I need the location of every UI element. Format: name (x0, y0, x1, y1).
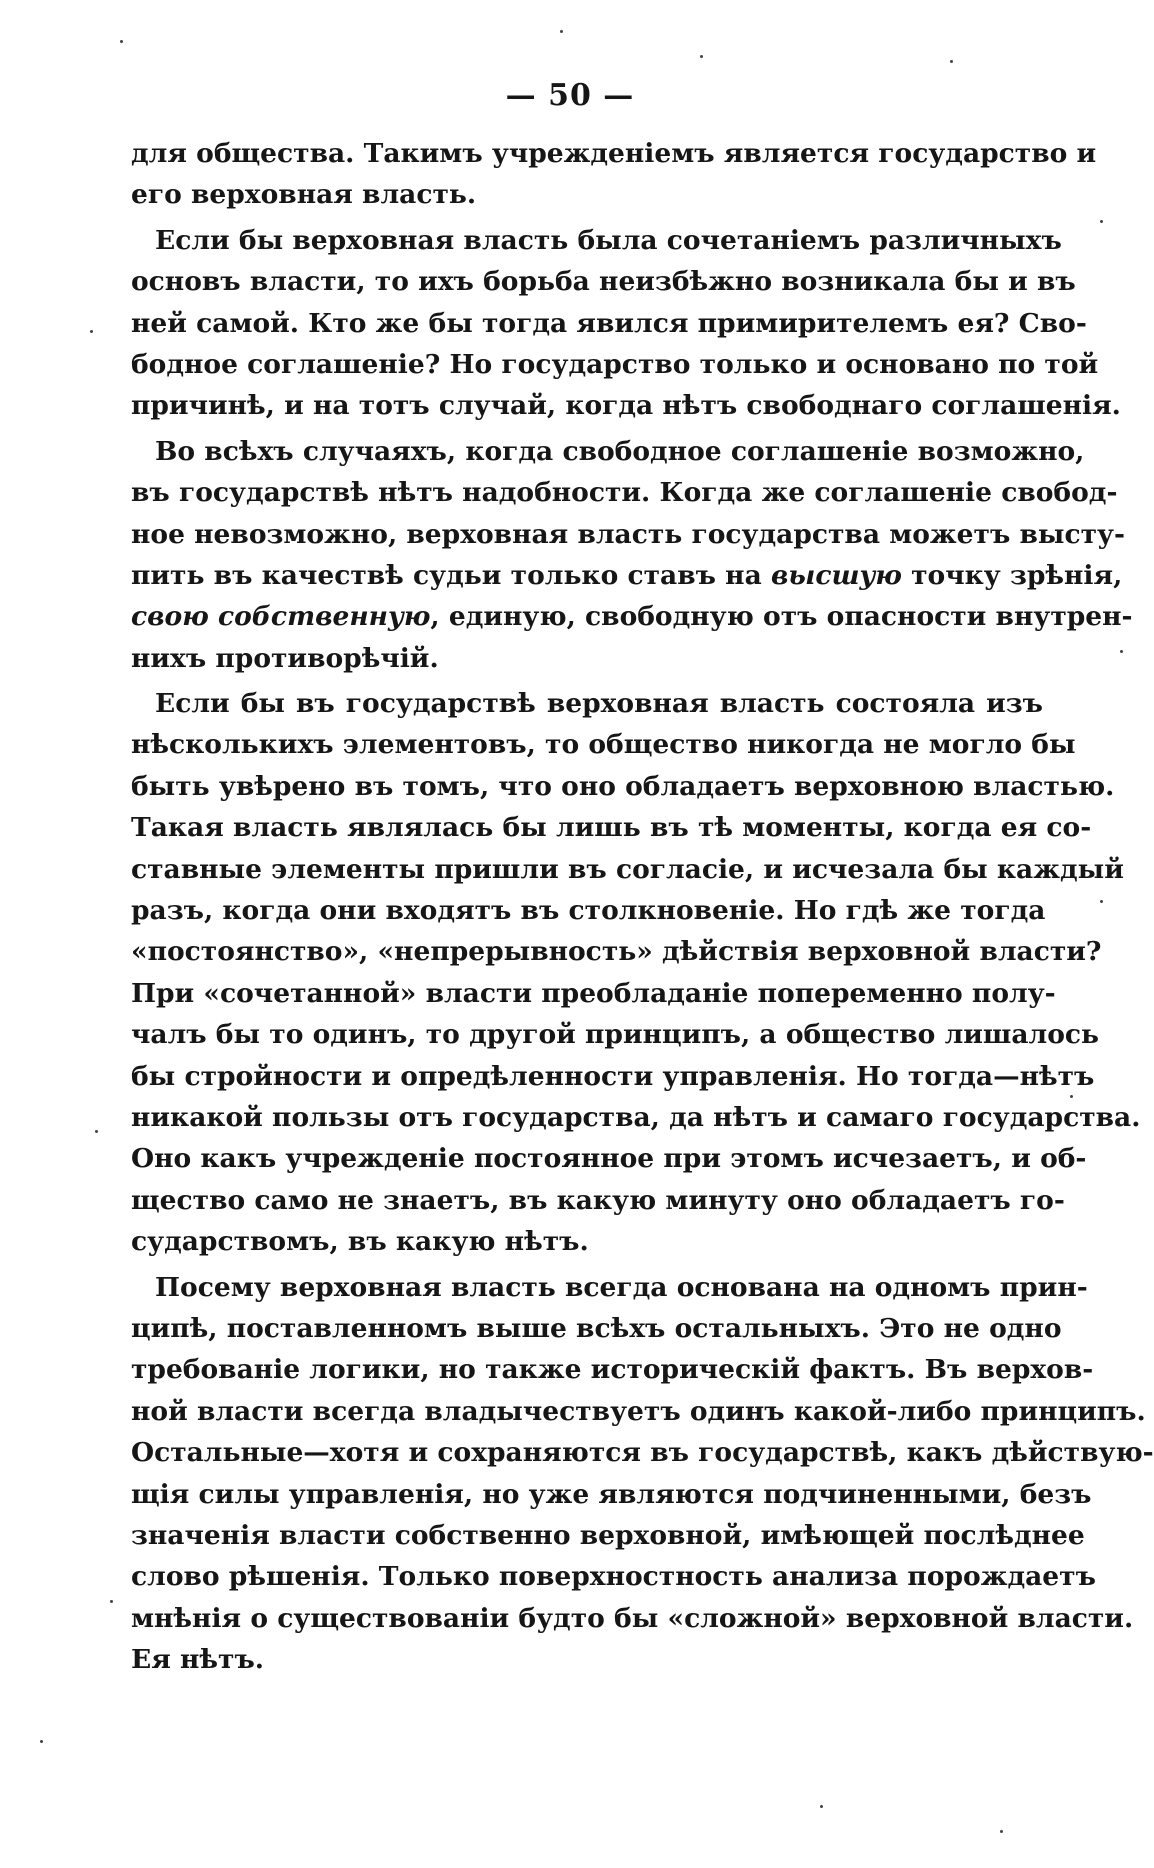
text-line: бодное соглашеніе? Но государство только и основано по той (131, 348, 1099, 380)
text-line: Во всѣхъ случаяхъ, когда свободное соглашеніе возможно, (155, 435, 1085, 467)
text-line: причинѣ, и на тотъ случай, когда нѣтъ свободнаго соглашенія. (131, 390, 1121, 422)
text-line: Остальные—хотя и сохраняются въ государствѣ, какъ дѣйствую- (131, 1437, 1154, 1469)
scan-speck (110, 1600, 113, 1603)
text-line: Оно какъ учрежденіе постоянное при этомъ исчезаетъ, и об- (131, 1143, 1087, 1175)
text-line: значенія власти собственно верховной, имѣющей послѣднее (131, 1519, 1085, 1551)
text-line: никакой пользы отъ государства, да нѣтъ и самаго государства. (131, 1101, 1141, 1133)
scan-speck (120, 40, 123, 43)
scan-speck (40, 1740, 43, 1743)
text-line: ставные элементы пришли въ согласіе, и исчезала бы каждый (131, 853, 1124, 885)
text-line: основъ власти, то ихъ борьба неизбѣжно возникала бы и въ (131, 266, 1076, 298)
text-line: требованіе логики, но также историческій фактъ. Въ верхов- (131, 1354, 1094, 1386)
scan-speck (820, 1805, 823, 1808)
scan-speck (560, 30, 563, 33)
paragraph (131, 683, 1141, 1262)
text-line: нѣсколькихъ элементовъ, то общество никогда не могло бы (131, 729, 1076, 761)
italic-emphasis: свою собственную (131, 601, 431, 633)
text-line: разъ, когда они входятъ въ столкновеніе. Но гдѣ же тогда (131, 895, 1046, 927)
scan-speck (1070, 1095, 1073, 1098)
scan-speck (1100, 900, 1103, 903)
text-line: щія силы управленія, но уже являются подчиненными, безъ (131, 1478, 1092, 1510)
scan-speck (1000, 1830, 1003, 1833)
text-line: слово рѣшенія. Только поверхностность анализа порождаетъ (131, 1561, 1096, 1593)
text-line: пить въ качествѣ судьи только ставъ на высшую точку зрѣнія, (131, 559, 1123, 591)
text-line: Ея нѣтъ. (131, 1644, 265, 1676)
paragraph (131, 220, 1121, 427)
scan-speck (700, 55, 703, 58)
text-line: его верховная власть. (131, 179, 477, 211)
scan-speck (950, 60, 953, 63)
text-line: чалъ бы то одинъ, то другой принципъ, а общество лишалось (131, 1019, 1100, 1051)
text-line: мнѣнія о существованіи будто бы «сложной» верховной власти. (131, 1602, 1134, 1634)
text-line: свою собственную, единую, свободную отъ опасности внутрен- (131, 601, 1133, 633)
text-line: въ государствѣ нѣтъ надобности. Когда же соглашеніе свобод- (131, 477, 1118, 509)
text-line: бы стройности и опредѣленности управленія. Но тогда—нѣтъ (131, 1060, 1095, 1092)
italic-emphasis: высшую (770, 559, 902, 591)
paragraph (131, 1267, 1154, 1681)
text-line: щество само не знаетъ, въ какую минуту оно обладаетъ го- (131, 1184, 1065, 1216)
text-line: нихъ противорѣчій. (131, 642, 439, 674)
text-line: для общества. Такимъ учрежденіемъ является государство и (131, 138, 1097, 169)
scan-speck (1120, 650, 1123, 653)
text-line: ное невозможно, верховная власть государства можетъ высту- (131, 518, 1126, 550)
text-line: быть увѣрено въ томъ, что оно обладаетъ верховною властью. (131, 770, 1115, 802)
page-number: — 50 — (505, 78, 635, 113)
text-line: ной власти всегда владычествуетъ одинъ какой-либо принципъ. (131, 1395, 1146, 1427)
body-text (131, 133, 1154, 1680)
text-line: ципѣ, поставленномъ выше всѣхъ остальныхъ. Это не одно (131, 1312, 1062, 1344)
scan-speck (90, 330, 93, 333)
scan-speck (1100, 220, 1103, 223)
text-line: «постоянство», «непрерывность» дѣйствія верховной власти? (131, 936, 1102, 968)
paragraph (131, 431, 1133, 679)
text-line: Если бы въ государствѣ верховная власть состояла изъ (155, 688, 1043, 720)
scan-speck (95, 1130, 98, 1133)
text-line: Такая власть являлась бы лишь въ тѣ моменты, когда ея со- (131, 812, 1092, 844)
paragraph (131, 133, 1097, 216)
text-line: Посему верховная власть всегда основана на одномъ прин- (155, 1271, 1088, 1303)
text-line: При «сочетанной» власти преобладаніе попеременно полу- (131, 977, 1056, 1009)
text-line: ней самой. Кто же бы тогда явился примирителемъ ея? Сво- (131, 307, 1087, 339)
text-line: сударствомъ, въ какую нѣтъ. (131, 1226, 589, 1258)
text-line: Если бы верховная власть была сочетаніемъ различныхъ (155, 224, 1062, 256)
